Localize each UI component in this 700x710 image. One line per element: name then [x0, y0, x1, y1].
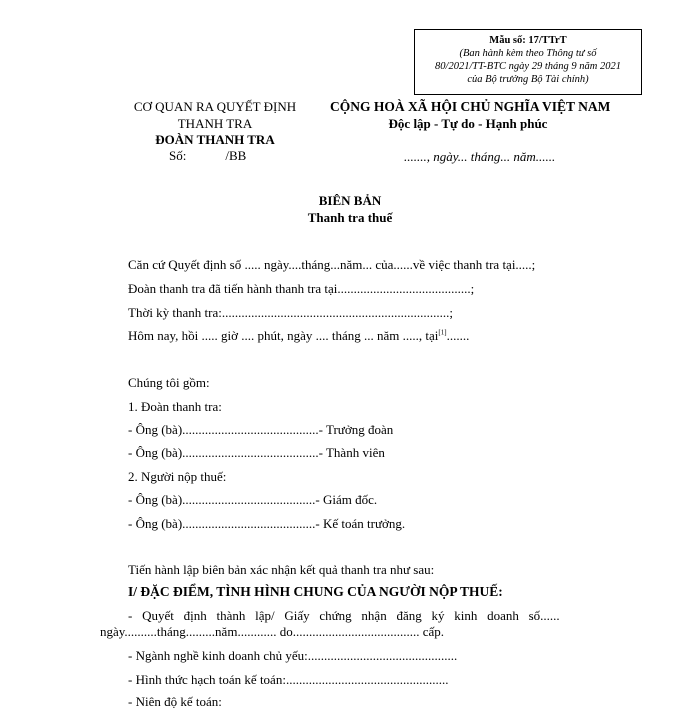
agency-line1: CƠ QUAN RA QUYẾT ĐỊNH [133, 99, 297, 114]
place-date: ......., ngày... tháng... năm...... [404, 149, 556, 164]
section-lead: Tiến hành lập biên bản xác nhận kết quả thanh tra như sau: [128, 562, 435, 577]
taxpayer-rep-1: - Ông (bà).........................................- Giám đốc. [128, 492, 378, 507]
intro-line-1: Căn cứ Quyết định số ..... ngày....tháng...năm... của......về việc thanh tra tại.....; [128, 257, 536, 272]
intro-line-4-end: ....... [446, 328, 470, 343]
agency-line2: THANH TRA [177, 116, 253, 131]
intro-line-4 [128, 328, 469, 344]
team-member-2: - Ông (bà)..........................................- Thành viên [128, 445, 385, 460]
section-item-4: - Niên độ kế toán: [128, 694, 222, 709]
intro-line-2: Đoàn thanh tra đã tiến hành thanh tra tại.........................................; [128, 281, 475, 296]
national-title: CỘNG HOÀ XÃ HỘI CHỦ NGHĨA VIỆT NAM [330, 99, 611, 114]
intro-line-3: Thời kỳ thanh tra:......................................................................; [128, 305, 453, 320]
document-title: BIÊN BẢN [318, 193, 382, 208]
section-item-3: - Hình thức hạch toán kế toán:.................................................. [128, 672, 449, 687]
section-item-1a: - Quyết định thành lập/ Giấy chứng nhận đăng ký kinh doanh số...... [128, 608, 560, 623]
team-label: 1. Đoàn thanh tra: [128, 399, 222, 414]
inspection-team-title: ĐOÀN THANH TRA [155, 132, 275, 147]
form-note-line3: của Bộ trưởng Bộ Tài chính) [467, 74, 589, 85]
national-motto: Độc lập - Tự do - Hạnh phúc [388, 116, 548, 131]
form-code: Mẫu số: 17/TTrT [489, 35, 567, 46]
form-code-box [414, 29, 642, 95]
team-member-1: - Ông (bà)..........................................- Trưởng đoàn [128, 422, 394, 437]
members-heading: Chúng tôi gồm: [128, 375, 210, 390]
section-item-2: - Ngành nghề kinh doanh chủ yếu:.............................................. [128, 648, 458, 663]
section-item-1b: ngày..........tháng.........năm............ do....................................... cấp. [100, 624, 444, 639]
footnote-ref: [1] [438, 328, 447, 337]
form-note-line2: 80/2021/TT-BTC ngày 29 tháng 9 năm 2021 [435, 61, 621, 72]
document-subtitle: Thanh tra thuế [307, 210, 393, 225]
section-heading: I/ ĐẶC ĐIỂM, TÌNH HÌNH CHUNG CỦA NGƯỜI NỘP THUẾ: [128, 584, 503, 599]
intro-line-4-text: Hôm nay, hồi ..... giờ .... phút, ngày .... tháng ... năm ....., tại [128, 328, 439, 343]
document-number: Số: /BB [169, 148, 247, 163]
taxpayer-label: 2. Người nộp thuế: [128, 469, 227, 484]
form-note-line1: (Ban hành kèm theo Thông tư số [459, 48, 597, 59]
taxpayer-rep-2: - Ông (bà).........................................- Kế toán trưởng. [128, 516, 406, 531]
